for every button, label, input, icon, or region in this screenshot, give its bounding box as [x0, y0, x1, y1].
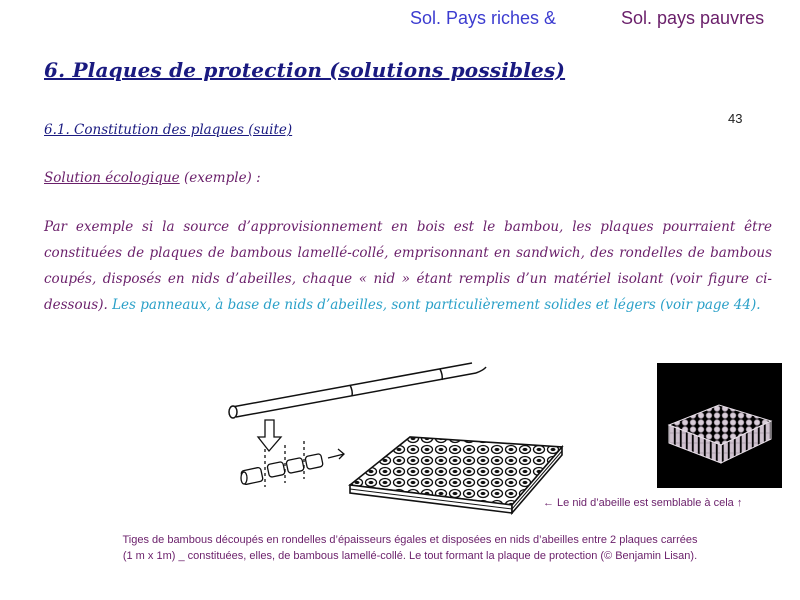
body-paragraph-main: Par exemple si la source d’approvisionnement en bois est le bambou, les plaques pourraient être constituées de plaques de bambous lamellé-collé, emprisonnant en sandwich, des rondelles de bambous coupés, disposés en nids d’abeilles, chaque « nid » étant remplis d’un matériel isolant (voir figure ci-dessous).: [44, 219, 772, 313]
honeycomb-panel: [350, 437, 562, 513]
body-paragraph: [44, 214, 772, 318]
body-paragraph-highlight: Les panneaux, à base de nids d’abeilles, sont particulièrement solides et légers (voir page 44).: [112, 297, 761, 313]
bamboo-honeycomb-illustration: [210, 345, 590, 520]
page-title: 6. Plaques de protection (solutions possibles): [44, 58, 566, 82]
photo-caption: ← Le nid d’abeille est semblable à cela ↑: [543, 497, 743, 509]
bamboo-segments: [241, 441, 324, 487]
section-subtitle: 6.1. Constitution des plaques (suite): [44, 122, 293, 138]
page-number: 43: [728, 111, 743, 126]
right-arrow-icon: [328, 449, 344, 459]
header-rich-link[interactable]: Sol. Pays riches &: [410, 8, 557, 28]
eco-solution-label: [44, 170, 261, 186]
header-poor-link[interactable]: Sol. pays pauvres: [621, 8, 765, 28]
bamboo-stalk: [229, 363, 486, 418]
eco-solution-label-rest: (exemple) :: [179, 170, 261, 186]
figure-caption: Tiges de bambous découpés en rondelles d’épaisseurs égales et disposées en nids d’abeilles entre 2 plaques carrées (1 m x 1m) _ constituées, elles, de bambous lamellé-collé. Le tout formant la plaque de protection (© Benjamin Lisan).: [122, 534, 698, 562]
eco-solution-label-underlined: Solution écologique: [44, 170, 180, 186]
down-arrow-icon: [258, 420, 281, 451]
honeycomb-photo: [657, 363, 782, 488]
